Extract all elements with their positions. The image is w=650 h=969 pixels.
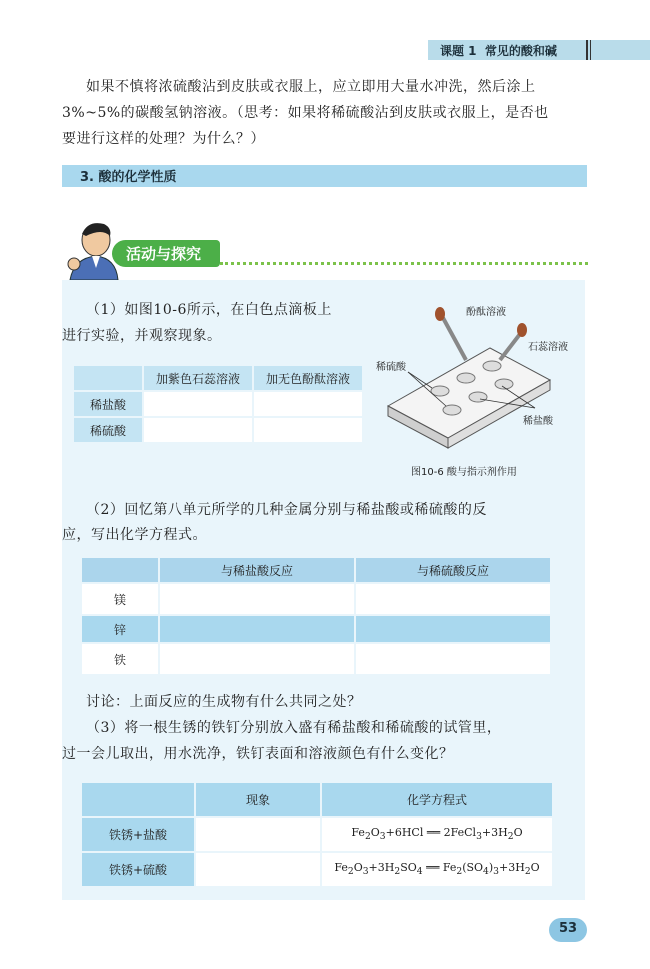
indicator-table: [72, 364, 364, 444]
table3-header-empty: [81, 782, 195, 817]
step1-line-2: 进行实验，并观察现象。: [62, 328, 222, 344]
table1-cell: [143, 391, 253, 417]
table3-row-h2so4: 铁锈+硫酸: [81, 852, 195, 887]
step2-line-1: （2）回忆第八单元所学的几种金属分别与稀盐酸或稀硫酸的反: [86, 502, 487, 518]
step3-line-1: （3）将一根生锈的铁钉分别放入盛有稀盐酸和稀硫酸的试管里，: [86, 720, 502, 736]
table2-header-hcl: 与稀盐酸反应: [159, 557, 355, 583]
table2-cell: [159, 583, 355, 615]
table2-header-h2so4: 与稀硫酸反应: [355, 557, 551, 583]
table2-header-empty: [81, 557, 159, 583]
page-number: 53: [558, 921, 578, 936]
figure-label-hcl: 稀盐酸: [523, 416, 553, 427]
figure-label-h2so4: 稀硫酸: [376, 362, 406, 373]
table3-header-equation: 化学方程式: [321, 782, 553, 817]
table3-row-hcl: 铁锈+盐酸: [81, 817, 195, 852]
intro-line-2: 3%~5%的碳酸氢钠溶液。（思考：如果将稀硫酸沾到皮肤或衣服上，是否也: [62, 105, 549, 121]
table1-header-empty: [73, 365, 143, 391]
figure-label-phenol: 酚酞溶液: [466, 307, 506, 318]
table2-cell: [355, 615, 551, 643]
intro-line-1: 如果不慎将浓硫酸沾到皮肤或衣服上，应立即用大量水冲洗，然后涂上: [86, 79, 536, 95]
table1-header-phenol: 加无色酚酞溶液: [253, 365, 363, 391]
table1-row-h2so4: 稀硫酸: [73, 417, 143, 443]
step1-line-1: （1）如图10-6所示，在白色点滴板上: [86, 302, 332, 318]
activity-dotted-rule: [220, 262, 588, 265]
table3-equation-hcl: $Fe_2O_3+6HCl$ ══ $2FeCl_3+3H_2O$: [321, 817, 553, 852]
discussion-text: 讨论：上面反应的生成物有什么共同之处？: [86, 694, 362, 710]
header-rule-2: [590, 40, 591, 60]
header-title: 课题 1 常见的酸和碱: [440, 44, 557, 58]
header-rule: [586, 40, 588, 60]
rust-reaction-table: [80, 781, 554, 888]
figure-caption: 图10-6 酸与指示剂作用: [411, 467, 517, 478]
section-title: 3. 酸的化学性质: [80, 170, 177, 185]
figure-label-litmus: 石蕊溶液: [528, 342, 568, 353]
table2-row-mg: 镁: [81, 583, 159, 615]
table2-cell: [159, 643, 355, 675]
table2-row-zn: 锌: [81, 615, 159, 643]
spot-plate-figure: [370, 296, 585, 456]
table3-header-phenomenon: 现象: [195, 782, 321, 817]
table2-row-fe: 铁: [81, 643, 159, 675]
table1-cell: [143, 417, 253, 443]
step3-line-2: 过一会儿取出，用水洗净，铁钉表面和溶液颜色有什么变化？: [62, 746, 454, 762]
step2-line-2: 应，写出化学方程式。: [62, 527, 207, 543]
activity-label: 活动与探究: [126, 245, 202, 263]
intro-line-3: 要进行这样的处理？为什么？）: [62, 131, 265, 147]
table2-cell: [355, 583, 551, 615]
table1-cell: [253, 417, 363, 443]
table3-cell: [195, 852, 321, 887]
table2-cell: [159, 615, 355, 643]
table1-cell: [253, 391, 363, 417]
table1-row-hcl: 稀盐酸: [73, 391, 143, 417]
table2-cell: [355, 643, 551, 675]
metal-reaction-table: [80, 556, 552, 676]
table3-cell: [195, 817, 321, 852]
table1-header-litmus: 加紫色石蕊溶液: [143, 365, 253, 391]
table3-equation-h2so4: $Fe_2O_3+3H_2SO_4$ ══ $Fe_2(SO_4)_3+3H_2O$: [321, 852, 553, 887]
